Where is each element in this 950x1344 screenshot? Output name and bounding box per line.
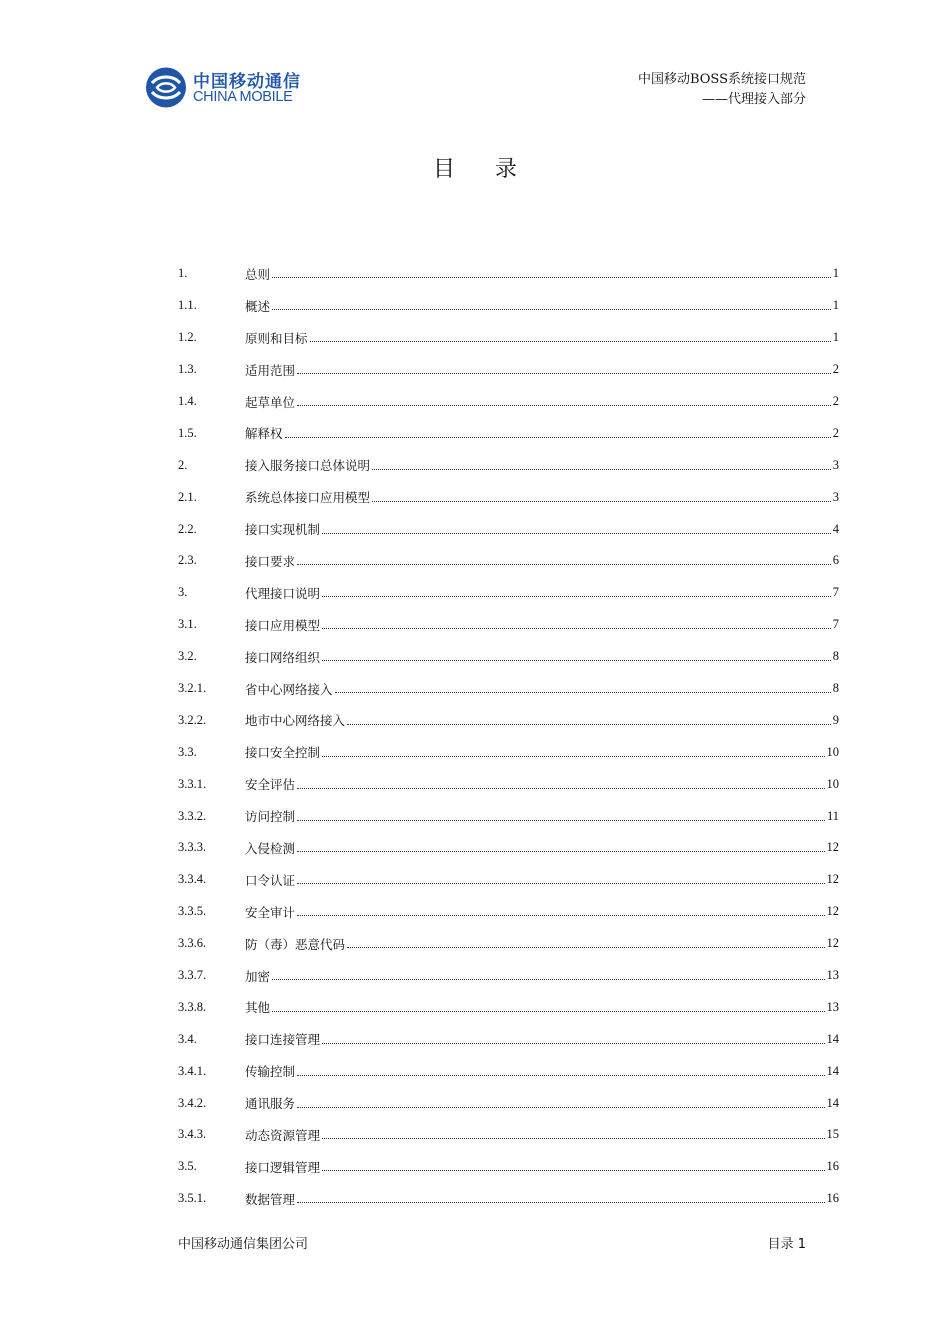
toc-entry[interactable] [178,258,839,290]
toc-entry[interactable] [178,673,839,705]
toc-entry-title[interactable]: 安全审计 [245,904,296,920]
toc-leader-dots [297,564,831,565]
toc-leader-dots [297,883,824,884]
toc-entry-number: 3.3.7. [178,968,207,983]
toc-entry-title[interactable]: 口令认证 [245,872,296,888]
toc-leader-dots [322,660,831,661]
toc-entry[interactable] [178,928,839,960]
toc-entry[interactable] [178,417,839,449]
page-title: 目录 [432,157,557,182]
toc-entry-title[interactable]: 安全评估 [245,777,296,793]
toc-entry-number: 3.3.4. [178,872,207,887]
toc-entry-page: 4 [832,521,839,536]
toc-entry-page: 12 [826,872,839,887]
toc-entry-number: 3.3.8. [178,999,207,1014]
toc-entry-number: 2.2. [178,521,197,536]
toc-entry-page: 14 [826,1031,839,1046]
toc-leader-dots [272,979,824,980]
toc-entry-number: 3.1. [178,617,197,632]
toc-entry-page: 10 [826,776,839,791]
toc-leader-dots [297,373,831,374]
toc-entry-page: 13 [826,999,839,1014]
toc-entry-page: 13 [826,968,839,983]
toc-leader-dots [310,341,831,342]
toc-entry-number: 3.3. [178,744,197,759]
toc-leader-dots [297,820,825,821]
toc-entry-page: 2 [832,362,839,377]
toc-entry[interactable] [178,1023,839,1055]
toc-entry[interactable] [178,609,839,641]
toc-entry-title[interactable]: 加密 [245,968,271,984]
toc-entry[interactable] [178,1119,839,1151]
toc-entry-title[interactable]: 起草单位 [245,394,296,410]
toc-leader-dots [297,1107,824,1108]
toc-entry-title[interactable]: 地市中心网络接入 [245,713,346,729]
toc-entry-page: 6 [832,553,839,568]
toc-entry[interactable] [178,290,839,322]
toc-entry-number: 3.5. [178,1159,197,1174]
toc-entry-number: 3.4.2. [178,1095,207,1110]
toc-entry-page: 12 [826,904,839,919]
toc-entry-title[interactable]: 入侵检测 [245,840,296,856]
toc-entry-title[interactable]: 解释权 [245,426,283,442]
table-of-contents [178,258,839,1215]
toc-entry-title[interactable]: 防（毒）恶意代码 [245,936,346,952]
toc-entry-page: 1 [832,266,839,281]
china-mobile-logo [143,65,299,110]
toc-entry-page: 9 [832,712,839,727]
toc-entry-page: 2 [832,425,839,440]
toc-entry[interactable] [178,864,839,896]
toc-leader-dots [297,788,824,789]
toc-entry-number: 3.4. [178,1031,197,1046]
toc-entry-title[interactable]: 概述 [245,298,271,314]
toc-entry-page: 7 [832,617,839,632]
toc-entry[interactable] [178,1087,839,1119]
toc-entry-title[interactable]: 总则 [245,266,271,282]
toc-entry-title[interactable]: 接入服务接口总体说明 [245,458,371,474]
toc-entry-title[interactable]: 省中心网络接入 [245,681,333,697]
toc-entry-number: 1.2. [178,330,197,345]
toc-entry-page: 8 [832,681,839,696]
toc-leader-dots [297,851,824,852]
toc-leader-dots [322,1138,824,1139]
toc-entry[interactable] [178,513,839,545]
document-title: 中国移动BOSS系统接口规范 [637,72,806,87]
document-subtitle: ——代理接入部分 [701,92,806,107]
toc-entry-number: 3.3.2. [178,808,207,823]
toc-entry[interactable] [178,1151,839,1183]
toc-entry-page: 12 [826,840,839,855]
toc-entry-page: 11 [826,808,839,823]
toc-entry-number: 2.1. [178,489,197,504]
toc-leader-dots [322,1170,824,1171]
toc-entry-page: 8 [832,649,839,664]
toc-entry-title[interactable]: 接口应用模型 [245,617,321,633]
toc-leader-dots [322,756,824,757]
toc-entry-number: 3.5.1. [178,1191,207,1206]
logo-english-text: CHINA MOBILE [193,89,293,105]
footer-company: 中国移动通信集团公司 [178,1237,309,1252]
toc-entry-number: 1. [178,266,188,281]
toc-entry-page: 10 [826,744,839,759]
toc-entry[interactable] [178,896,839,928]
toc-entry-title[interactable]: 原则和目标 [245,330,308,346]
toc-entry-page: 3 [832,489,839,504]
toc-entry-number: 3.3.6. [178,936,207,951]
toc-entry-page: 3 [832,457,839,472]
toc-entry-number: 1.5. [178,425,197,440]
toc-entry-number: 3.2.2. [178,712,207,727]
toc-entry-title[interactable]: 适用范围 [245,362,296,378]
toc-entry-number: 3.2.1. [178,681,207,696]
toc-leader-dots [322,1043,824,1044]
toc-entry-page: 15 [826,1127,839,1142]
toc-entry[interactable] [178,768,839,800]
toc-entry-title[interactable]: 其他 [245,1000,271,1016]
toc-entry-title[interactable]: 接口网络组织 [245,649,321,665]
toc-entry-page: 7 [832,585,839,600]
toc-entry-title[interactable]: 接口实现机制 [245,522,321,538]
toc-entry-title[interactable]: 通讯服务 [245,1096,296,1112]
toc-entry-number: 1.4. [178,394,197,408]
toc-entry-number: 3.2. [178,649,197,664]
toc-entry-title[interactable]: 接口连接管理 [245,1032,321,1048]
toc-entry[interactable] [178,322,839,354]
toc-entry[interactable] [178,704,839,736]
document-header [638,70,806,110]
toc-entry-number: 3.3.3. [178,840,207,855]
toc-entry-page: 16 [826,1159,839,1174]
toc-entry[interactable] [178,991,839,1023]
toc-entry[interactable] [178,800,839,832]
toc-leader-dots [297,405,831,406]
toc-entry-title[interactable]: 数据管理 [245,1191,296,1207]
toc-leader-dots [372,501,831,502]
toc-leader-dots [297,915,824,916]
toc-entry-page: 2 [832,394,839,408]
toc-entry[interactable] [178,545,839,577]
toc-entry-number: 1.3. [178,362,197,377]
toc-entry[interactable] [178,354,839,386]
toc-leader-dots [272,277,831,278]
toc-entry-number: 3.4.1. [178,1063,207,1078]
toc-entry-title[interactable]: 接口要求 [245,553,296,569]
toc-entry-page: 16 [826,1191,839,1206]
footer-page-label: 目录 1 [767,1237,806,1252]
toc-entry-number: 3. [178,585,188,600]
toc-entry[interactable] [178,1055,839,1087]
toc-leader-dots [335,692,831,693]
toc-entry-title[interactable]: 接口逻辑管理 [245,1159,321,1175]
toc-entry-page: 12 [826,936,839,951]
toc-entry[interactable] [178,577,839,609]
toc-entry-number: 3.3.5. [178,904,207,919]
toc-entry-title[interactable]: 传输控制 [245,1064,296,1080]
toc-entry[interactable] [178,386,839,418]
toc-leader-dots [322,533,831,534]
toc-entry-page: 14 [826,1063,839,1078]
toc-leader-dots [297,1075,824,1076]
toc-entry[interactable] [178,449,839,481]
toc-entry[interactable] [178,736,839,768]
toc-leader-dots [322,628,831,629]
toc-entry-title[interactable]: 代理接口说明 [245,585,321,601]
toc-leader-dots [347,724,831,725]
toc-entry-number: 3.3.1. [178,776,207,791]
toc-entry-title[interactable]: 接口安全控制 [245,745,321,761]
toc-entry[interactable] [178,960,839,992]
toc-leader-dots [297,1202,824,1203]
toc-leader-dots [372,469,831,470]
toc-entry-number: 2. [178,457,188,472]
toc-entry[interactable] [178,1183,839,1215]
china-mobile-logo-icon [143,65,189,110]
toc-leader-dots [285,437,831,438]
toc-entry-title[interactable]: 动态资源管理 [245,1127,321,1143]
toc-leader-dots [322,596,831,597]
logo-chinese-text: 中国移动通信 [193,72,301,92]
toc-entry-number: 1.1. [178,298,197,313]
toc-leader-dots [347,947,824,948]
toc-entry[interactable] [178,832,839,864]
toc-entry[interactable] [178,481,839,513]
toc-entry-page: 14 [826,1095,839,1110]
toc-leader-dots [272,1011,824,1012]
toc-entry-title[interactable]: 系统总体接口应用模型 [245,490,371,506]
toc-entry-number: 2.3. [178,553,197,568]
toc-entry[interactable] [178,641,839,673]
toc-entry-title[interactable]: 访问控制 [245,809,296,825]
toc-entry-number: 3.4.3. [178,1127,207,1142]
toc-entry-page: 1 [832,330,839,345]
toc-leader-dots [272,309,831,310]
toc-entry-page: 1 [832,298,839,313]
